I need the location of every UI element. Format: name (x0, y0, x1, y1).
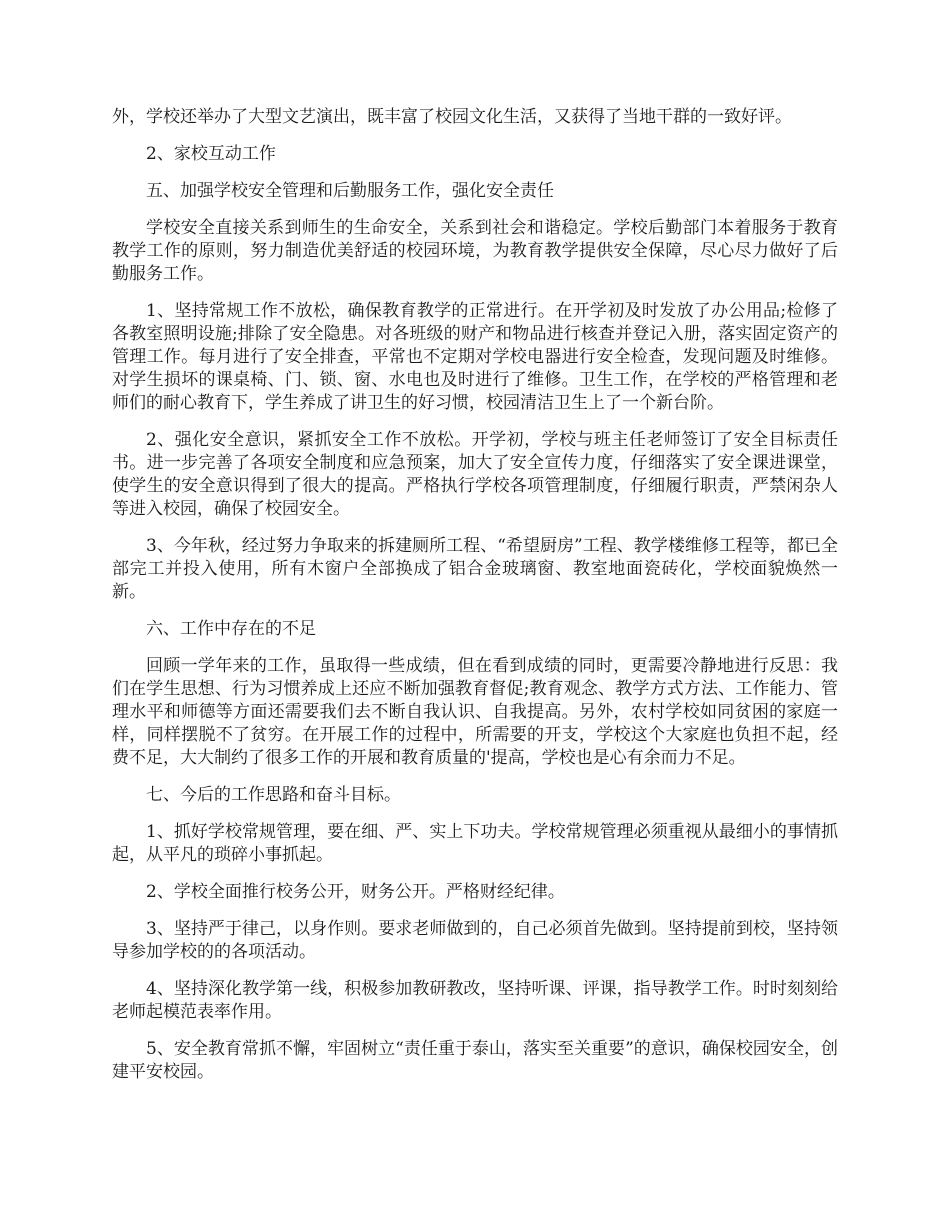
body-paragraph: 2、学校全面推行校务公开，财务公开。严格财经纪律。 (146, 882, 565, 902)
body-paragraph: 3、坚持严于律己，以身作则。要求老师做到的，自己必须首先做到。坚持提前到校，坚持领导参加学校的的各项活动。 (112, 919, 838, 962)
body-paragraph: 1、坚持常规工作不放松，确保教育教学的正常进行。在开学初及时发放了办公用品;检修了各教室照明设施;排除了安全隐患。对各班级的财产和物品进行核查并登记入册，落实固定资产的管理工作。每月进行了安全排查，平常也不定期对学校电器进行安全检查，发现问题及时维修。对学生损坏的课桌椅、门、锁、窗、水电也及时进行了维修。卫生工作，在学校的严格管理和老师们的耐心教育下，学生养成了讲卫生的好习惯，校园清洁卫生上了一个新台阶。 (112, 301, 838, 413)
section-heading: 七、今后的工作思路和奋斗目标。 (146, 785, 401, 805)
body-paragraph: 5、安全教育常抓不懈，牢固树立“责任重于泰山，落实至关重要”的意识，确保校园安全，创建平安校园。 (112, 1039, 838, 1082)
body-paragraph: 回顾一学年来的工作，虽取得一些成绩，但在看到成绩的同时，更需要冷静地进行反思：我们在学生思想、行为习惯养成上还应不断加强教育督促;教育观念、教学方式方法、工作能力、管理水平和师德等方面还需要我们去不断自我认识、自我提高。另外，农村学校如同贫困的家庭一样，同样摆脱不了贫穷。在开展工作的过程中，所需要的开支，学校这个大家庭也负担不起，经费不足，大大制约了很多工作的开展和教育质量的'提高，学校也是心有余而力不足。 (112, 656, 838, 768)
section-heading: 2、家校互动工作 (146, 144, 276, 164)
body-paragraph: 学校安全直接关系到师生的生命安全，关系到社会和谐稳定。学校后勤部门本着服务于教育教学工作的原则，努力制造优美舒适的校园环境，为教育教学提供安全保障，尽心尽力做好了后勤服务工作。 (112, 218, 838, 284)
paragraph-continuation: 外，学校还举办了大型文艺演出，既丰富了校园文化生活，又获得了当地干群的一致好评。 (112, 107, 792, 127)
section-heading: 六、工作中存在的不足 (146, 619, 316, 639)
body-paragraph: 4、坚持深化教学第一线，积极参加教研教改，坚持听课、评课，指导教学工作。时时刻刻给老师起模范表率作用。 (112, 979, 838, 1022)
section-heading: 五、加强学校安全管理和后勤服务工作，强化安全责任 (146, 181, 554, 201)
document-page (112, 106, 838, 1098)
body-paragraph: 1、抓好学校常规管理，要在细、严、实上下功夫。学校常规管理必须重视从最细小的事情抓起，从平凡的琐碎小事抓起。 (112, 822, 838, 865)
body-paragraph: 2、强化安全意识，紧抓安全工作不放松。开学初，学校与班主任老师签订了安全目标责任书。进一步完善了各项安全制度和应急预案，加大了安全宣传力度，仔细落实了安全课进课堂，使学生的安全意识得到了很大的提高。严格执行学校各项管理制度，仔细履行职责，严禁闲杂人等进入校园，确保了校园安全。 (112, 430, 838, 519)
body-paragraph: 3、今年秋，经过努力争取来的拆建厕所工程、“希望厨房”工程、教学楼维修工程等，都已全部完工并投入使用，所有木窗户全部换成了铝合金玻璃窗、教室地面瓷砖化，学校面貌焕然一新。 (112, 536, 838, 602)
